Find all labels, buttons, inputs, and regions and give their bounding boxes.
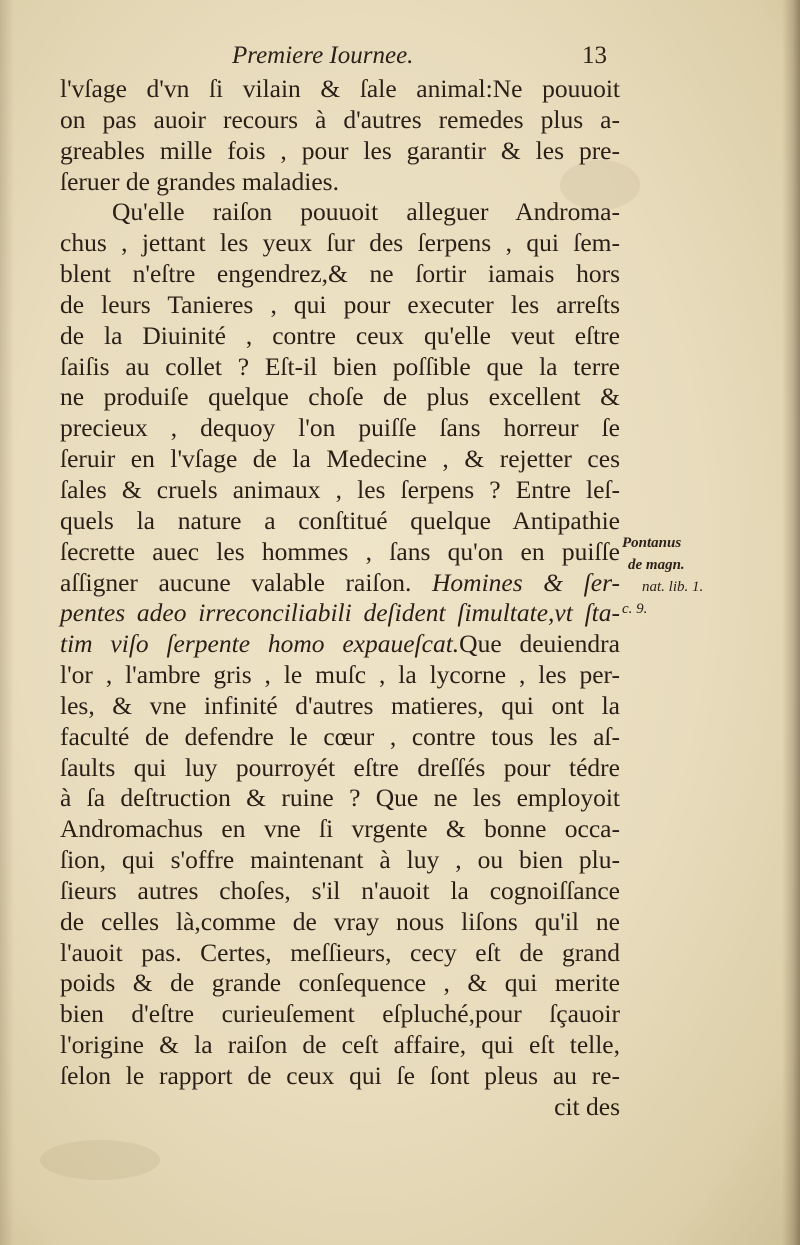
text-line: l'origine & la raiſon de ceſt affaire, qui eſt telle, bbox=[60, 1030, 620, 1060]
text-line: ſaults qui luy pourroyét eſtre dreſſés pour tédre bbox=[60, 752, 620, 782]
latin-quote: tim viſo ſerpente homo expaueſcat. bbox=[60, 629, 460, 659]
text-line-mixed bbox=[60, 629, 620, 660]
text-line: ſales & cruels animaux , les ſerpens ? Entre leſ- bbox=[60, 474, 620, 504]
marginal-note bbox=[622, 532, 792, 620]
page-number: 13 bbox=[582, 42, 607, 69]
text-line: l'or , l'ambre gris , le muſc , la lycorne , les per- bbox=[60, 660, 620, 690]
text-line: Andromachus en vne ſi vrgente & bonne occa- bbox=[60, 814, 620, 844]
text-line: chus , jettant les yeux ſur des ſerpens , qui ſem- bbox=[60, 228, 620, 258]
text-line: ſion, qui s'offre maintenant à luy , ou bien plu- bbox=[60, 845, 620, 875]
text-line: on pas auoir recours à d'autres remedes plus a- bbox=[60, 104, 620, 134]
text-line: bien d'eſtre curieuſement eſpluché,pour ſçauoir bbox=[60, 999, 620, 1029]
text-line: ne produiſe quelque choſe de plus excellent & bbox=[60, 382, 620, 412]
text-line: faculté de defendre le cœur , contre tous les aſ- bbox=[60, 721, 620, 751]
page-header bbox=[0, 38, 800, 78]
text-line: l'vſage d'vn ſi vilain & ſale animal:Ne pouuoit bbox=[60, 74, 620, 103]
text-segment: aſſigner aucune valable raiſon. bbox=[60, 567, 412, 597]
marginal-note-line: c. 9. bbox=[622, 601, 648, 617]
running-title: Premiere Iournee. bbox=[232, 42, 414, 69]
text-line: ſieurs autres choſes, s'il n'auoit la cognoiſſance bbox=[60, 875, 620, 905]
text-line: de celles là,comme de vray nous liſons qu'il ne bbox=[60, 906, 620, 936]
page-edge-shadow bbox=[782, 0, 800, 1245]
text-line: ſelon le rapport de ceux qui ſe ſont pleus au re- bbox=[60, 1061, 620, 1090]
text-line: ſeruer de grandes maladies. bbox=[60, 166, 339, 196]
latin-quote-line: pentes adeo irreconciliabili deſident ſimultate,vt ſta- bbox=[60, 598, 620, 628]
text-line-mixed bbox=[60, 568, 620, 599]
text-line: poids & de grande conſequence , & qui merite bbox=[60, 968, 620, 998]
text-line: ſecrette auec les hommes , ſans qu'on en puiſſe bbox=[60, 536, 620, 566]
text-segment: Que deuiendra bbox=[459, 629, 620, 659]
marginal-note-line: Pontanus bbox=[622, 535, 682, 551]
text-line: blent n'eſtre engendrez,& ne ſortir iamais hors bbox=[60, 259, 620, 289]
text-line: precieux , dequoy l'on puiſſe ſans horreur ſe bbox=[60, 413, 620, 443]
text-line: les, & vne infinité d'autres matieres, qui ont la bbox=[60, 690, 620, 720]
text-line: quels la nature a conſtitué quelque Antipathie bbox=[60, 505, 620, 535]
text-line: ſeruir en l'vſage de la Medecine , & rejetter ces bbox=[60, 444, 620, 474]
text-line: Qu'elle raiſon pouuoit alleguer Androma- bbox=[112, 197, 620, 227]
marginal-note-line: nat. lib. 1. bbox=[642, 579, 704, 595]
catchword: cit des bbox=[554, 1091, 620, 1121]
text-line: de la Diuinité , contre ceux qu'elle veut eſtre bbox=[60, 320, 620, 350]
text-line: de leurs Tanieres , qui pour executer les arreſts bbox=[60, 289, 620, 319]
main-text bbox=[60, 74, 620, 1123]
text-line: ſaiſis au collet ? Eſt-il bien poſſible que la terre bbox=[60, 351, 620, 381]
text-line: l'auoit pas. Certes, meſſieurs, cecy eſt de grand bbox=[60, 937, 620, 967]
latin-quote: Homines & ſer- bbox=[431, 567, 620, 597]
paper-stain bbox=[40, 1140, 160, 1180]
text-line: greables mille fois , pour les garantir & les pre- bbox=[60, 135, 620, 165]
marginal-note-line: de magn. bbox=[628, 557, 685, 573]
text-line: à ſa deſtruction & ruine ? Que ne les employoit bbox=[60, 783, 620, 813]
gutter-shadow bbox=[0, 0, 14, 1245]
